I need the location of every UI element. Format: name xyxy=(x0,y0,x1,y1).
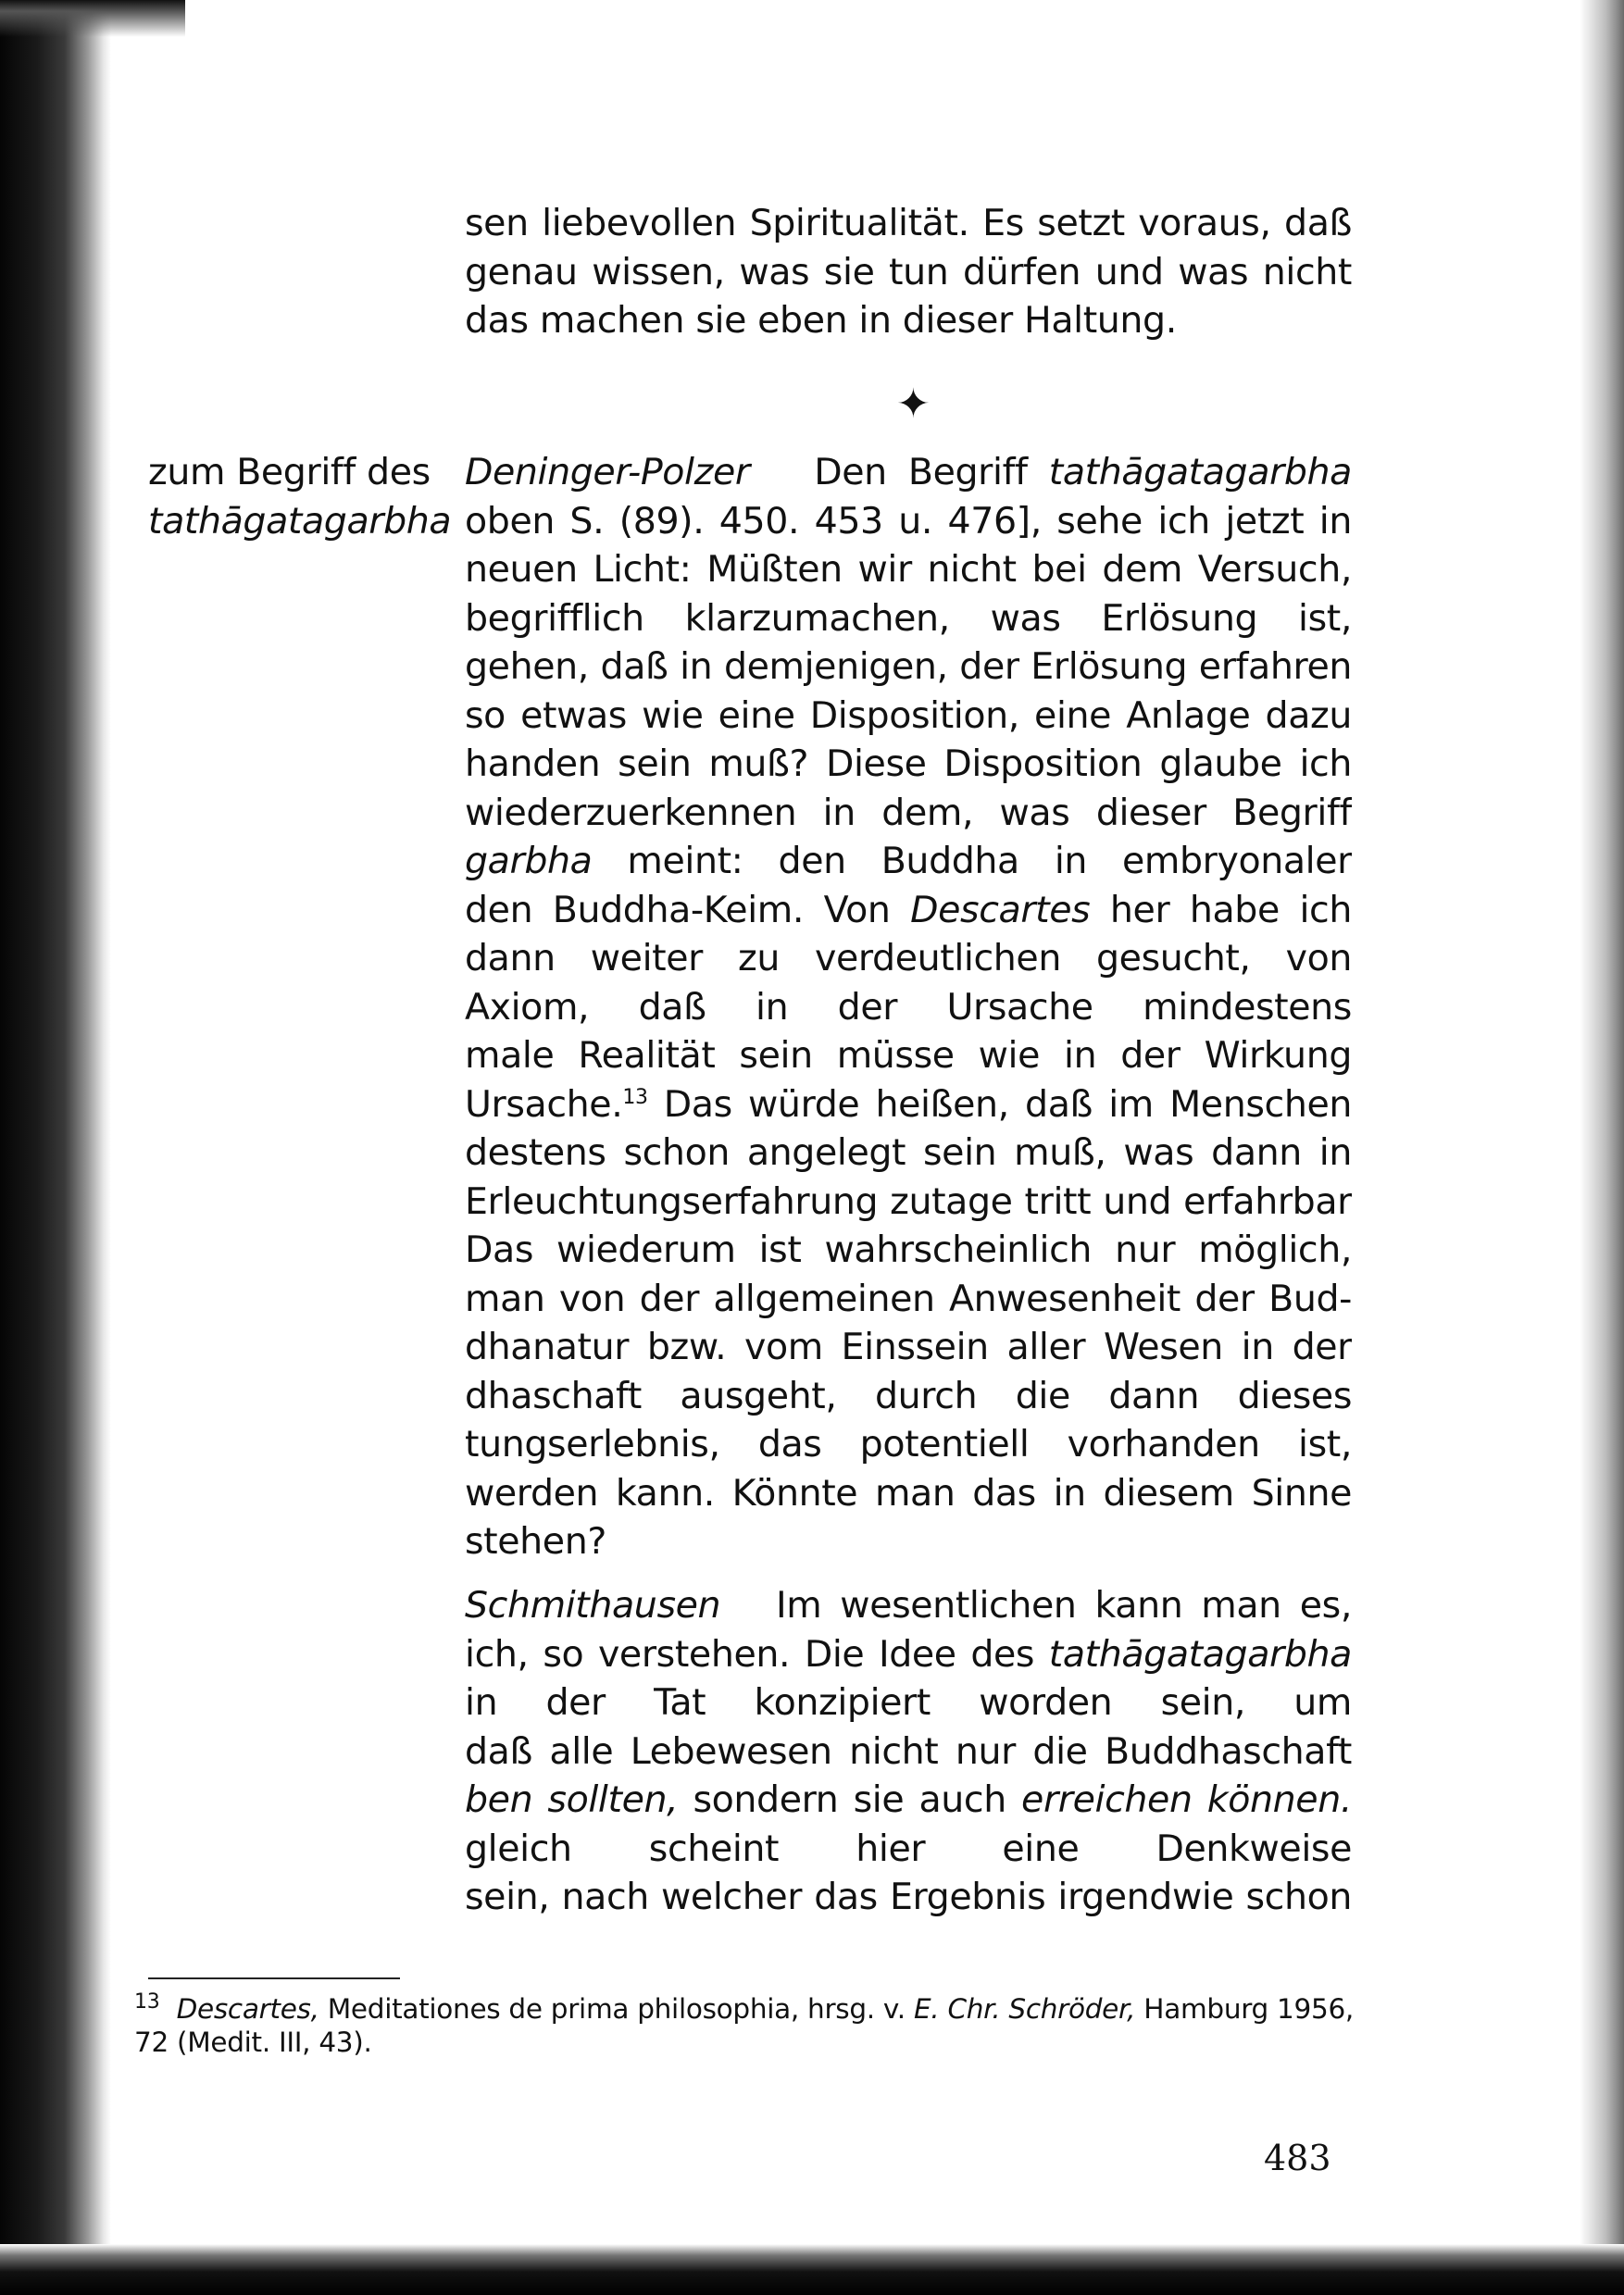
text-line: gehen, daß in demjenigen, der Erlösung erfahren xyxy=(465,645,1352,688)
text-line: begrifflich klarzumachen, was Erlösung ist, xyxy=(465,596,1352,640)
text-line: sein, nach welcher das Ergebnis irgendwie schon xyxy=(465,1876,1352,1918)
text-line: man von der allgemeinen Anwesenheit der Bud- xyxy=(465,1277,1352,1320)
text-line: ich, so verstehen. Die Idee des tathāgatagarbha xyxy=(465,1632,1352,1676)
text-line: sen liebevollen Spiritualität. Es setzt voraus, daß xyxy=(465,202,1352,244)
footnote-reference: 13 xyxy=(622,1085,648,1109)
text-line: destens schon angelegt sein muß, was dann in xyxy=(465,1131,1352,1174)
text-line: Erleuchtungserfahrung zutage tritt und erfahrbar xyxy=(465,1179,1352,1223)
text-line: stehen? xyxy=(465,1520,606,1563)
footnote-line: $^{13}$ Descartes, Meditationes de prima philosophia, hrsg. v. E. Chr. Schröder, Hamburg 1956, xyxy=(134,1990,1354,2025)
page-edge-shadow xyxy=(1580,0,1624,2295)
text-line: wiederzuerkennen in dem, was dieser Begriff xyxy=(465,791,1352,834)
section-divider-ornament: ✦ xyxy=(896,380,931,428)
text-line: Deninger-Polzer Den Begriff tathāgatagarbha xyxy=(465,451,1352,493)
footnote-line: 72 (Medit. III, 43). xyxy=(134,2027,372,2058)
book-gutter-shadow xyxy=(0,0,111,2295)
text-line: gleich scheint hier eine Denkweise xyxy=(465,1827,1352,1870)
text-line: so etwas wie eine Disposition, eine Anlage dazu xyxy=(465,693,1352,737)
text-line: male Realität sein müsse wie in der Wirkung xyxy=(465,1034,1352,1077)
text-line: den Buddha-Keim. Von Descartes her habe ich xyxy=(465,888,1352,931)
text-line: tungserlebnis, das potentiell vorhanden ist, xyxy=(465,1423,1352,1466)
text-line: Das wiederum ist wahrscheinlich nur möglich, xyxy=(465,1229,1352,1271)
footnote-divider xyxy=(148,1977,400,1979)
text-line: Axiom, daß in der Ursache mindestens xyxy=(465,985,1352,1029)
text-line: handen sein muß? Diese Disposition glaube ich xyxy=(465,742,1352,785)
speaker-name: Deninger-Polzer xyxy=(465,451,750,493)
margin-note-line: zum Begriff des xyxy=(148,451,431,493)
text-line: garbha meint: den Buddha in embryonaler xyxy=(465,840,1352,882)
speaker-name: Schmithausen xyxy=(465,1584,721,1627)
text-line: in der Tat konzipiert worden sein, um xyxy=(465,1681,1352,1724)
text-line: dhanatur bzw. vom Einssein aller Wesen in der xyxy=(465,1326,1352,1368)
margin-note-line xyxy=(148,497,452,546)
text-line: genau wissen, was sie tun dürfen und was nicht xyxy=(465,250,1352,293)
page-number: 483 xyxy=(1264,2138,1331,2178)
text-line: neuen Licht: Müßten wir nicht bei dem Versuch, xyxy=(465,548,1352,591)
speaker-section-deninger-polzer xyxy=(465,448,1352,1566)
text-line: Ursache.$^{13}$ Das würde heißen, daß im Menschen xyxy=(465,1082,1352,1126)
text-line: Schmithausen Im wesentlichen kann man es, xyxy=(465,1584,1352,1627)
text-line: werden kann. Könnte man das in diesem Sinne xyxy=(465,1471,1352,1515)
text-line: oben S. (89). 450. 453 u. 476], sehe ich jetzt in xyxy=(465,499,1352,543)
gutter-top-shadow xyxy=(0,0,185,37)
margin-note-term: tathāgatagarbha xyxy=(148,499,452,543)
bottom-scan-band xyxy=(0,2244,1624,2295)
margin-note xyxy=(148,448,452,545)
text-line: dhaschaft ausgeht, durch die dann dieses xyxy=(465,1374,1352,1417)
footnote-number: 13 xyxy=(134,1990,160,2014)
footnote xyxy=(134,1992,1356,2059)
speaker-section-schmithausen xyxy=(465,1581,1352,1922)
text-line: das machen sie eben in dieser Haltung. xyxy=(465,299,1177,342)
text-line: ben sollten, sondern sie auch erreichen können. xyxy=(465,1778,1352,1821)
text-line: dann weiter zu verdeutlichen gesucht, von xyxy=(465,937,1352,979)
text-line: daß alle Lebewesen nicht nur die Buddhaschaft xyxy=(465,1729,1352,1773)
continuation-paragraph xyxy=(465,199,1352,345)
